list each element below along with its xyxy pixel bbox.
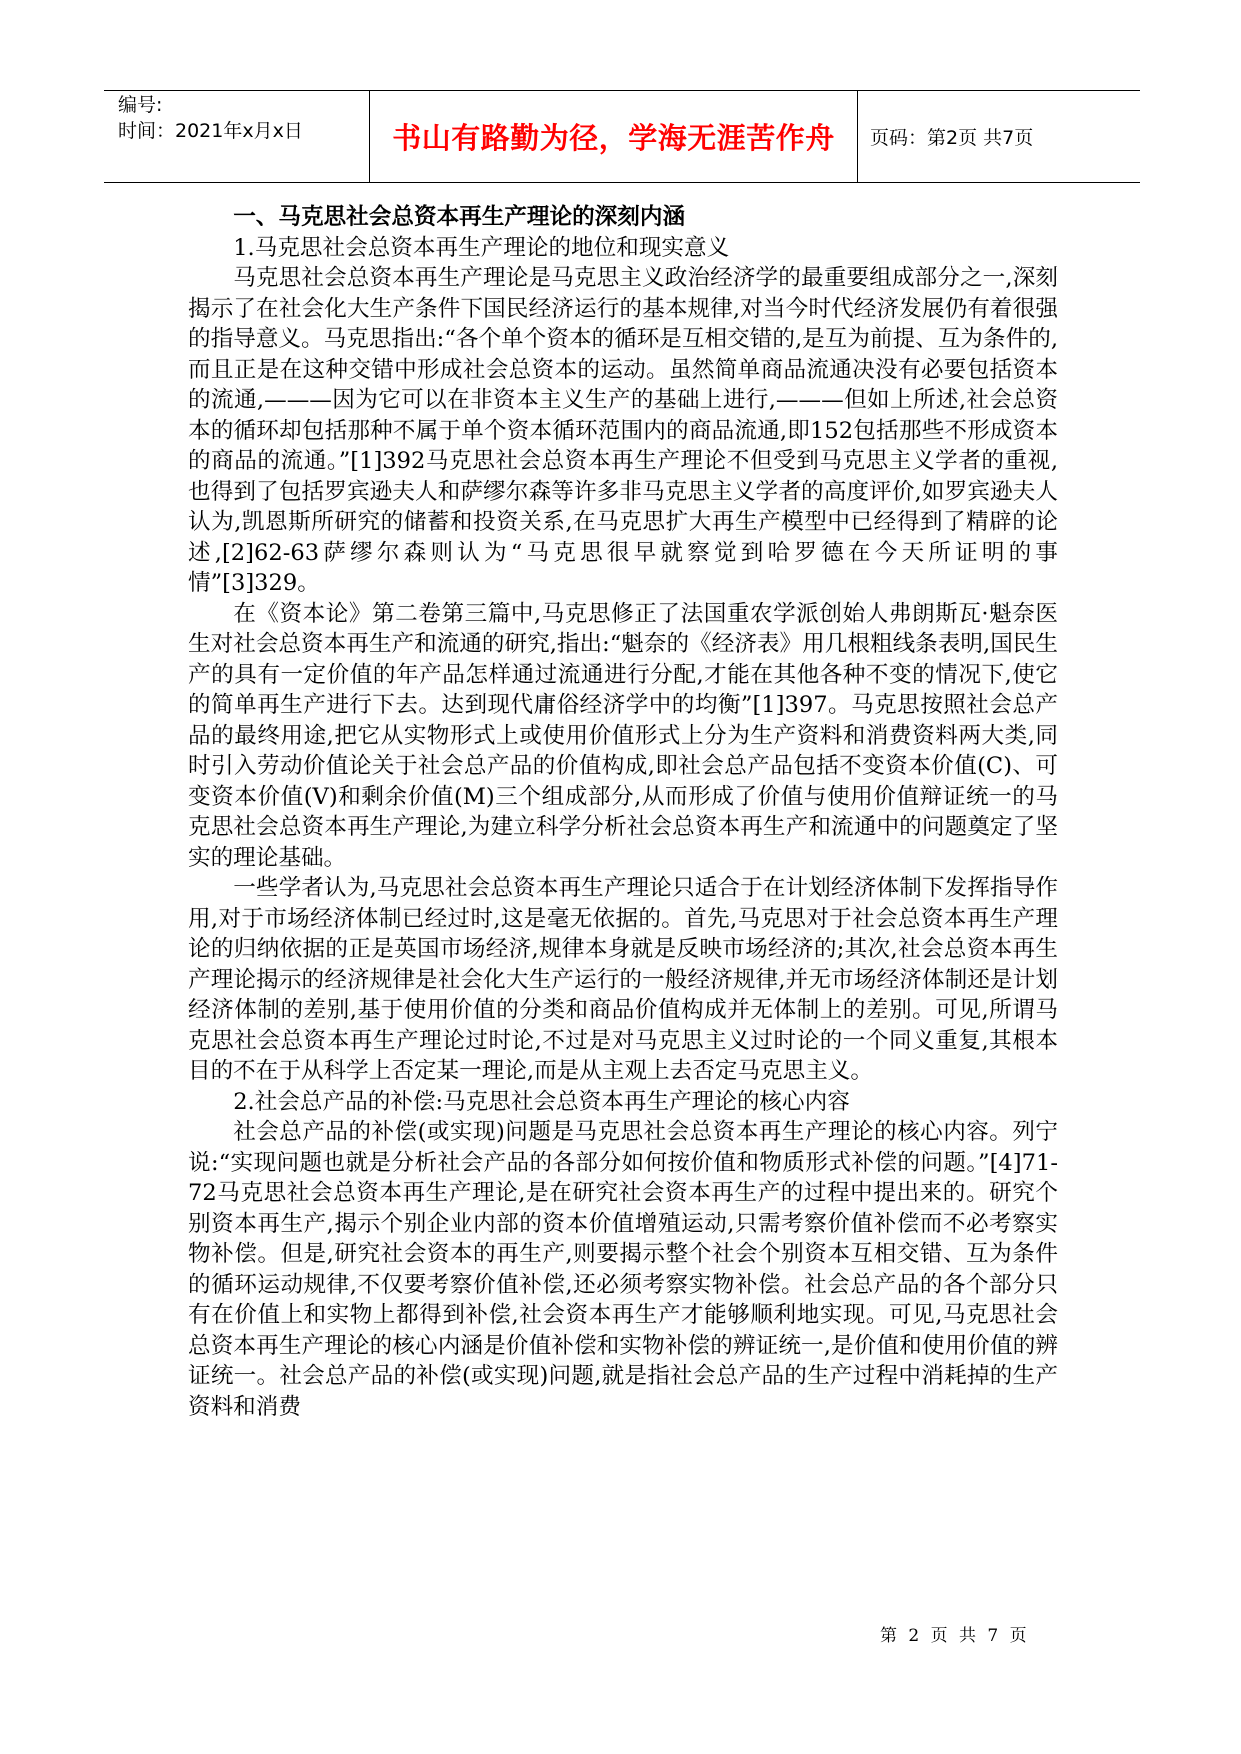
header-number-label: 编号: <box>118 94 163 116</box>
header-date: 时间：2021年x月x日 <box>118 120 303 142</box>
paragraph-1: 马克思社会总资本再生产理论是马克思主义政治经济学的最重要组成部分之一,深刻揭示了在社会化大生产条件下国民经济运行的基本规律,对当今时代经济发展仍有着很强的指导意义。马克思指出:“各个单个资本的循环是互相交错的,是互为前提、互为条件的,而且正是在这种交错中形成社会总资本的运动。虽然简单商品流通决没有必要包括资本的流通,———因为它可以在非资本主义生产的基础上进行,———但如上所述,社会总资本的循环却包括那种不属于单个资本循环范围内的商品流通,即152包括那些不形成资本的商品的流通。”[1]392马克思社会总资本再生产理论不但受到马克思主义学者的重视,也得到了包括罗宾逊夫人和萨缪尔森等许多非马克思主义学者的高度评价,如罗宾逊夫人认为,凯恩斯所研究的储蓄和投资关系,在马克思扩大再生产模型中已经得到了精辟的论述,[2]62-63萨缪尔森则认为“马克思很早就察觉到哈罗德在今天所证明的事情”[3]329。 <box>188 265 1058 596</box>
paragraph-2: 在《资本论》第二卷第三篇中,马克思修正了法国重农学派创始人弗朗斯瓦·魁奈医生对社会总资本再生产和流通的研究,指出:“魁奈的《经济表》用几根粗线条表明,国民生产的具有一定价值的年产品怎样通过流通进行分配,才能在其他各种不变的情况下,使它的简单再生产进行下去。达到现代庸俗经济学中的均衡”[1]397。马克思按照社会总产品的最终用途,把它从实物形式上或使用价值形式上分为生产资料和消费资料两大类,同时引入劳动价值论关于社会总产品的价值构成,即社会总产品包括不变资本价值(C)、可变资本价值(V)和剩余价值(M)三个组成部分,从而形成了价值与使用价值辩证统一的马克思社会总资本再生产理论,为建立科学分析社会总资本再生产和流通中的问题奠定了坚实的理论基础。 <box>188 600 1058 871</box>
document-body <box>188 202 1058 1422</box>
page-footer: 第 2 页 共 7 页 <box>880 1626 1030 1646</box>
section-heading: 一、马克思社会总资本再生产理论的深刻内涵 <box>233 204 686 230</box>
paragraph-4: 社会总产品的补偿(或实现)问题是马克思社会总资本再生产理论的核心内容。列宁说:“实现问题也就是分析社会产品的各部分如何按价值和物质形式补偿的问题。”[4]71-72马克思社会总资本再生产理论,是在研究社会资本再生产的过程中提出来的。研究个别资本再生产,揭示个别企业内部的资本价值增殖运动,只需考察价值补偿而不必考察实物补偿。但是,研究社会资本的再生产,则要揭示整个社会个别资本互相交错、互为条件的循环运动规律,不仅要考察价值补偿,还必须考察实物补偿。社会总产品的各个部分只有在价值上和实物上都得到补偿,社会资本再生产才能够顺利地实现。可见,马克思社会总资本再生产理论的核心内涵是价值补偿和实物补偿的辨证统一,是价值和使用价值的辨证统一。社会总产品的补偿(或实现)问题,就是指社会总产品的生产过程中消耗掉的生产资料和消费 <box>188 1119 1058 1420</box>
paragraph-3: 一些学者认为,马克思社会总资本再生产理论只适合于在计划经济体制下发挥指导作用,对于市场经济体制已经过时,这是毫无依据的。首先,马克思对于社会总资本再生产理论的归纳依据的正是英国市场经济,规律本身就是反映市场经济的;其次,社会总资本再生产理论揭示的经济规律是社会化大生产运行的一般经济规律,并无市场经济体制还是计划经济体制的差别,基于使用价值的分类和商品价值构成并无体制上的差别。可见,所谓马克思社会总资本再生产理论过时论,不过是对马克思主义过时论的一个同义重复,其根本目的不在于从科学上否定某一理论,而是从主观上去否定马克思主义。 <box>188 875 1058 1084</box>
header-meta-cell <box>104 91 370 182</box>
header-motto: 书山有路勤为径，学海无涯苦作舟 <box>392 121 835 155</box>
header-page-cell <box>858 91 1140 182</box>
subsection-heading-2: 2.社会总产品的补偿:马克思社会总资本再生产理论的核心内容 <box>233 1088 850 1115</box>
header-motto-cell <box>370 91 858 182</box>
page-header <box>104 90 1140 183</box>
header-page-code: 页码：第2页 共7页 <box>870 127 1034 149</box>
subsection-heading-1: 1.马克思社会总资本再生产理论的地位和现实意义 <box>233 234 730 261</box>
